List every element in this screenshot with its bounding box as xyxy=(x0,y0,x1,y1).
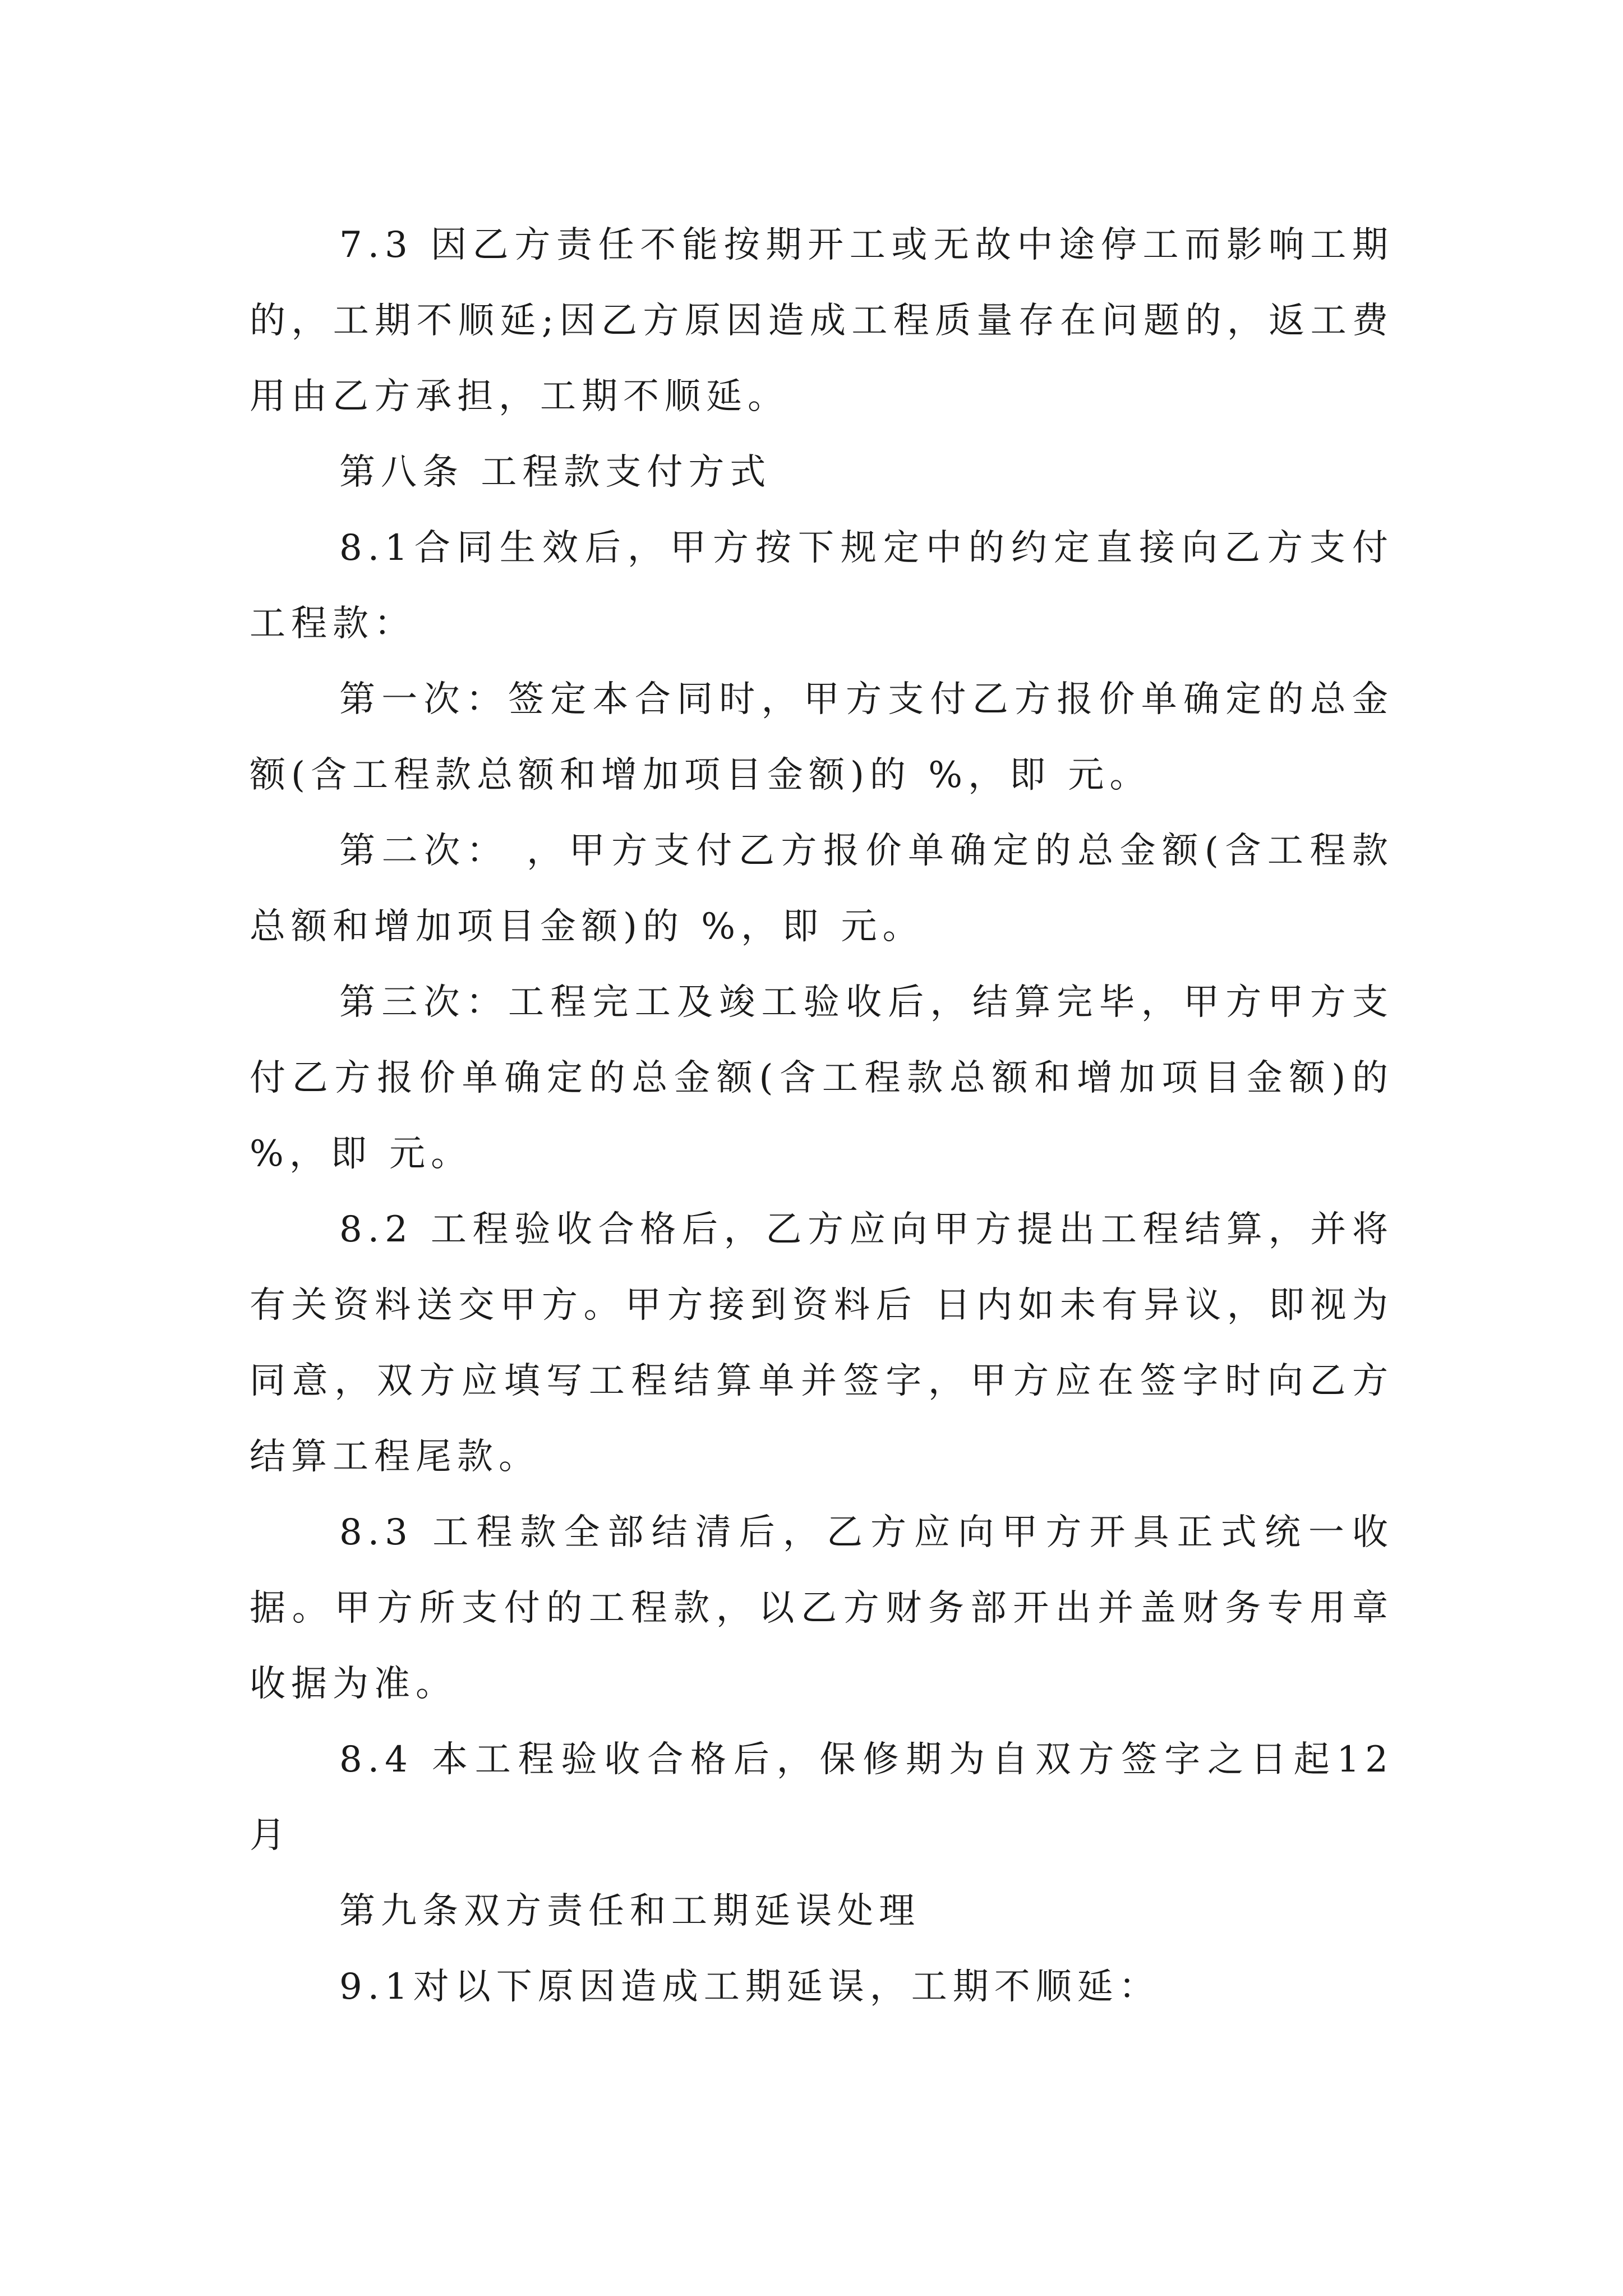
clause-7-3-paragraph: 7.3 因乙方责任不能按期开工或无故中途停工而影响工期的，工期不顺延;因乙方原因造成工程质量存在问题的，返工费用由乙方承担，工期不顺延。 xyxy=(250,224,1394,417)
clause-8-4-paragraph: 8.4 本工程验收合格后，保修期为自双方签字之日起12 月 xyxy=(250,1739,1394,1856)
clause-8-1-paragraph: 8.1合同生效后，甲方按下规定中的约定直接向乙方支付工程款： xyxy=(250,527,1394,645)
third-payment-paragraph: 第三次：工程完工及竣工验收后，结算完毕，甲方甲方支付乙方报价单确定的总金额(含工程款总额和增加项目金额)的 %，即 元。 xyxy=(250,982,1394,1175)
first-payment-paragraph: 第一次：签定本合同时，甲方支付乙方报价单确定的总金额(含工程款总额和增加项目金额)的 %，即 元。 xyxy=(250,679,1394,796)
second-payment-paragraph: 第二次： ，甲方支付乙方报价单确定的总金额(含工程款总额和增加项目金额)的 %，即 元。 xyxy=(250,830,1394,947)
article-9-heading: 第九条双方责任和工期延误处理 xyxy=(339,1890,920,1932)
clause-9-1-paragraph: 9.1对以下原因造成工期延误，工期不顺延： xyxy=(339,1966,1160,2008)
clause-8-2-paragraph: 8.2 工程验收合格后，乙方应向甲方提出工程结算，并将有关资料送交甲方。甲方接到资料后 日内如未有异议，即视为同意，双方应填写工程结算单并签字，甲方应在签字时向乙方结算工程尾款。 xyxy=(250,1209,1394,1478)
article-8-heading: 第八条 工程款支付方式 xyxy=(339,452,772,493)
document-body xyxy=(250,208,1394,2025)
clause-8-3-paragraph: 8.3 工程款全部结清后，乙方应向甲方开具正式统一收据。甲方所支付的工程款，以乙方财务部开出并盖财务专用章收据为准。 xyxy=(250,1512,1394,1705)
